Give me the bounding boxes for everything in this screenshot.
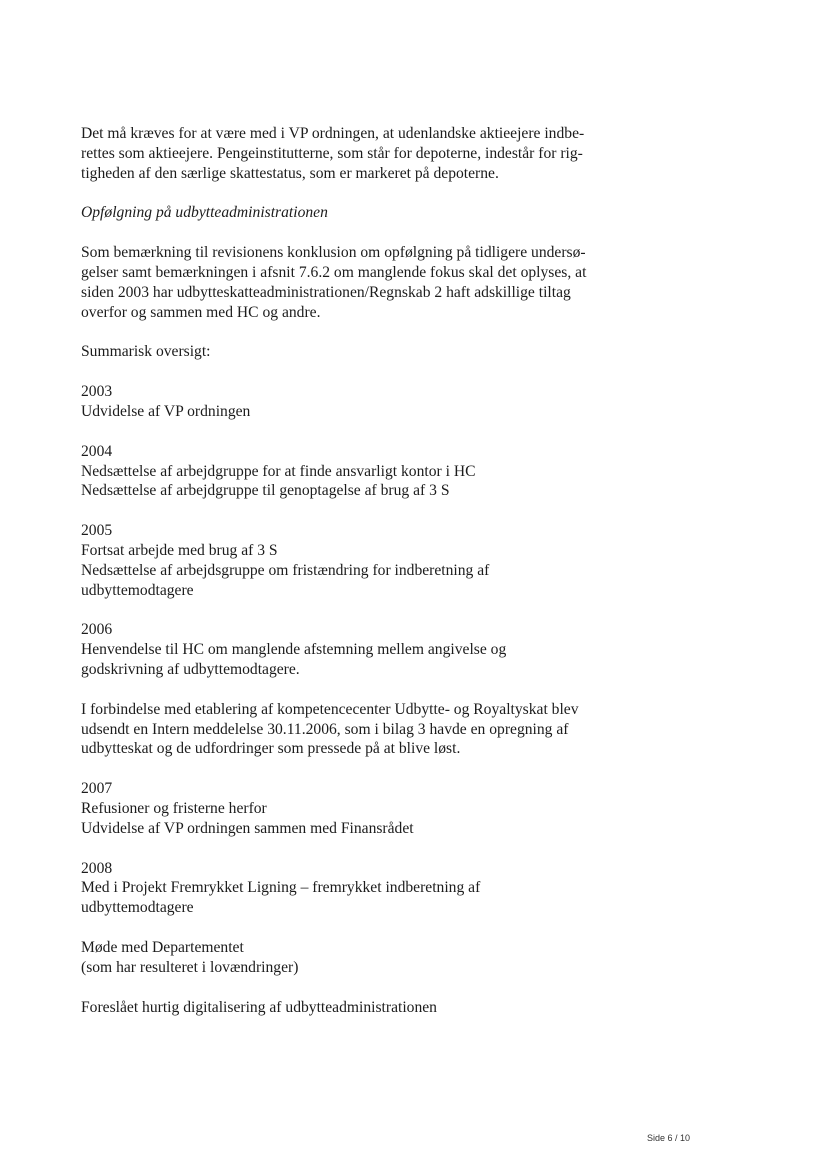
year-heading: 2003	[81, 383, 113, 401]
remark-paragraph	[81, 243, 701, 322]
year-item: Fortsat arbejde med brug af 3 S	[81, 541, 278, 559]
remark-line: overfor og sammen med HC og andre.	[81, 303, 321, 321]
year-heading: 2006	[81, 621, 113, 639]
intro-line: Det må kræves for at være med i VP ordningen, at udenlandske aktieejere indbe-	[81, 125, 585, 142]
intro-line: tigheden af den særlige skattestatus, som er markeret på depoterne.	[81, 164, 499, 182]
year-item: godskrivning af udbyttemodtagere.	[81, 660, 300, 678]
year-item: Nedsættelse af arbejdgruppe til genoptagelse af brug af 3 S	[81, 482, 450, 500]
meeting-entry	[81, 938, 701, 978]
year-item: Nedsættelse af arbejdsgruppe om fristændring for indberetning af	[81, 561, 490, 579]
document-body	[81, 124, 701, 1017]
year-heading: 2005	[81, 522, 113, 540]
year-item: Udvidelse af VP ordningen	[81, 402, 251, 420]
competence-paragraph	[81, 700, 701, 759]
year-item: Henvendelse til HC om manglende afstemning mellem angivelse og	[81, 641, 507, 659]
intro-paragraph	[81, 124, 701, 183]
competence-line: udbytteskat og de udfordringer som pressede på at blive løst.	[81, 740, 461, 758]
year-entry-2005	[81, 521, 701, 600]
remark-line: siden 2003 har udbytteskatteadministrationen/Regnskab 2 haft adskillige tiltag	[81, 283, 571, 301]
meeting-line: Møde med Departementet	[81, 938, 244, 956]
year-item: udbyttemodtagere	[81, 581, 194, 599]
year-item: Nedsættelse af arbejdgruppe for at finde ansvarligt kontor i HC	[81, 462, 476, 480]
summary-label-text: Summarisk oversigt:	[81, 343, 211, 361]
year-entry-2007	[81, 779, 701, 838]
year-item: Udvidelse af VP ordningen sammen med Finansrådet	[81, 819, 414, 837]
remark-line: Som bemærkning til revisionens konklusion om opfølgning på tidligere undersø-	[81, 244, 586, 262]
year-entry-2008	[81, 859, 701, 918]
competence-line: I forbindelse med etablering af kompetencecenter Udbytte- og Royaltyskat blev	[81, 700, 579, 718]
year-heading: 2004	[81, 442, 113, 460]
year-item: udbyttemodtagere	[81, 899, 194, 917]
digitalisation-line: Foreslået hurtig digitalisering af udbytteadministrationen	[81, 998, 437, 1016]
year-item: Med i Projekt Fremrykket Ligning – fremrykket indberetning af	[81, 879, 481, 897]
meeting-line: (som har resulteret i lovændringer)	[81, 958, 299, 976]
year-entry-2003	[81, 382, 701, 422]
competence-line: udsendt en Intern meddelelse 30.11.2006, som i bilag 3 havde en opregning af	[81, 720, 569, 738]
remark-line: gelser samt bemærkningen i afsnit 7.6.2 om manglende fokus skal det oplyses, at	[81, 263, 587, 281]
year-entry-2006	[81, 620, 701, 679]
summary-label	[81, 342, 701, 362]
digitalisation-entry	[81, 998, 701, 1018]
year-heading: 2007	[81, 780, 113, 798]
year-item: Refusioner og fristerne herfor	[81, 799, 267, 817]
year-entry-2004	[81, 442, 701, 501]
section-heading: Opfølgning på udbytteadministrationen	[81, 204, 328, 222]
page-number: Side 6 / 10	[647, 1133, 691, 1143]
year-heading: 2008	[81, 859, 113, 877]
intro-line: rettes som aktieejere. Pengeinstitutterne, som står for depoterne, indestår for rig-	[81, 144, 583, 162]
